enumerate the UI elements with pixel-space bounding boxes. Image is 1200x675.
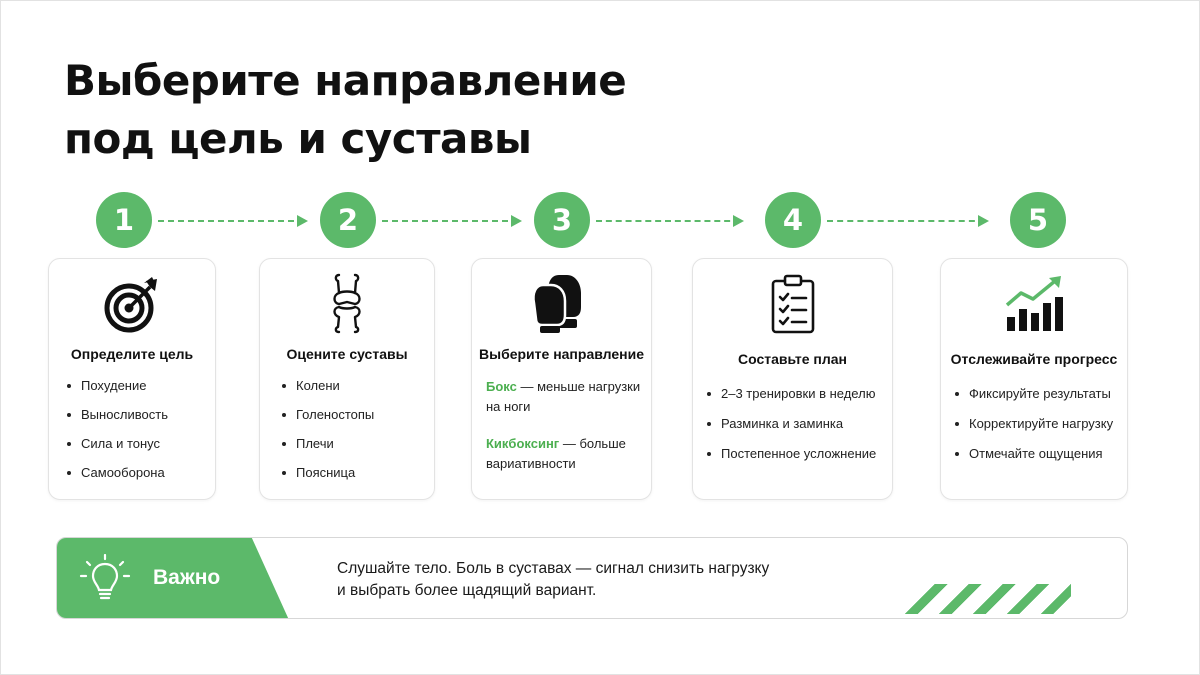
step-number-1: 1 [96, 192, 152, 248]
option-name: Кикбоксинг [486, 436, 560, 451]
list-item: Фиксируйте результаты [955, 385, 1113, 403]
card-title: Отслеживайте прогресс [950, 351, 1118, 367]
list-item: Отмечайте ощущения [955, 445, 1113, 463]
list-item: Поясница [282, 464, 374, 482]
progress-list [955, 385, 1113, 463]
step-connector-arrow [382, 220, 518, 222]
page-title [64, 52, 626, 168]
list-item: Плечи [282, 435, 374, 453]
step-card-progress [940, 258, 1128, 500]
step-connector-arrow [827, 220, 985, 222]
joint-icon [325, 271, 369, 335]
banner-label: Важно [153, 566, 221, 589]
card-title: Выберите направление [479, 346, 644, 362]
list-item: Постепенное усложнение [707, 445, 876, 463]
step-connector-arrow [158, 220, 304, 222]
list-item: 2–3 тренировки в неделю [707, 385, 876, 403]
goal-list [67, 377, 168, 482]
card-title: Определите цель [70, 346, 194, 362]
boxing-gloves-icon [529, 271, 595, 333]
important-banner [56, 537, 1128, 619]
decorative-stripes [901, 584, 1071, 614]
option-boxing [486, 377, 646, 417]
list-item: Корректируйте нагрузку [955, 415, 1113, 433]
list-item: Голеностопы [282, 406, 374, 424]
option-text: — меньше нагрузки на ноги [486, 379, 641, 414]
growth-chart-icon [1003, 275, 1065, 333]
list-item: Сила и тонус [67, 435, 168, 453]
step-connector-arrow [596, 220, 740, 222]
title-line-1: Выберите направление [64, 56, 627, 105]
list-item: Разминка и заминка [707, 415, 876, 433]
plan-list [707, 385, 876, 463]
step-number-5: 5 [1010, 192, 1066, 248]
list-item: Колени [282, 377, 374, 395]
step-card-joints [259, 258, 435, 500]
step-number-4: 4 [765, 192, 821, 248]
card-title: Оцените суставы [286, 346, 408, 362]
step-number-3: 3 [534, 192, 590, 248]
step-card-goal [48, 258, 216, 500]
banner-text-line-1: Слушайте тело. Боль в суставах — сигнал снизить нагрузку [337, 560, 770, 577]
clipboard-checklist-icon [769, 273, 817, 335]
option-text: — больше вариативности [486, 436, 626, 471]
title-line-2: под цель и суставы [64, 114, 532, 163]
option-name: Бокс [486, 379, 517, 394]
step-card-plan [692, 258, 893, 500]
list-item: Похудение [67, 377, 168, 395]
list-item: Выносливость [67, 406, 168, 424]
card-title: Составьте план [737, 351, 847, 367]
step-number-2: 2 [320, 192, 376, 248]
option-kickboxing [486, 434, 646, 474]
target-icon [102, 275, 162, 335]
list-item: Самооборона [67, 464, 168, 482]
joints-list [282, 377, 374, 482]
banner-text [337, 558, 897, 602]
lightbulb-icon [79, 554, 131, 604]
step-card-direction [471, 258, 652, 500]
banner-text-line-2: и выбрать более щадящий вариант. [337, 582, 597, 599]
